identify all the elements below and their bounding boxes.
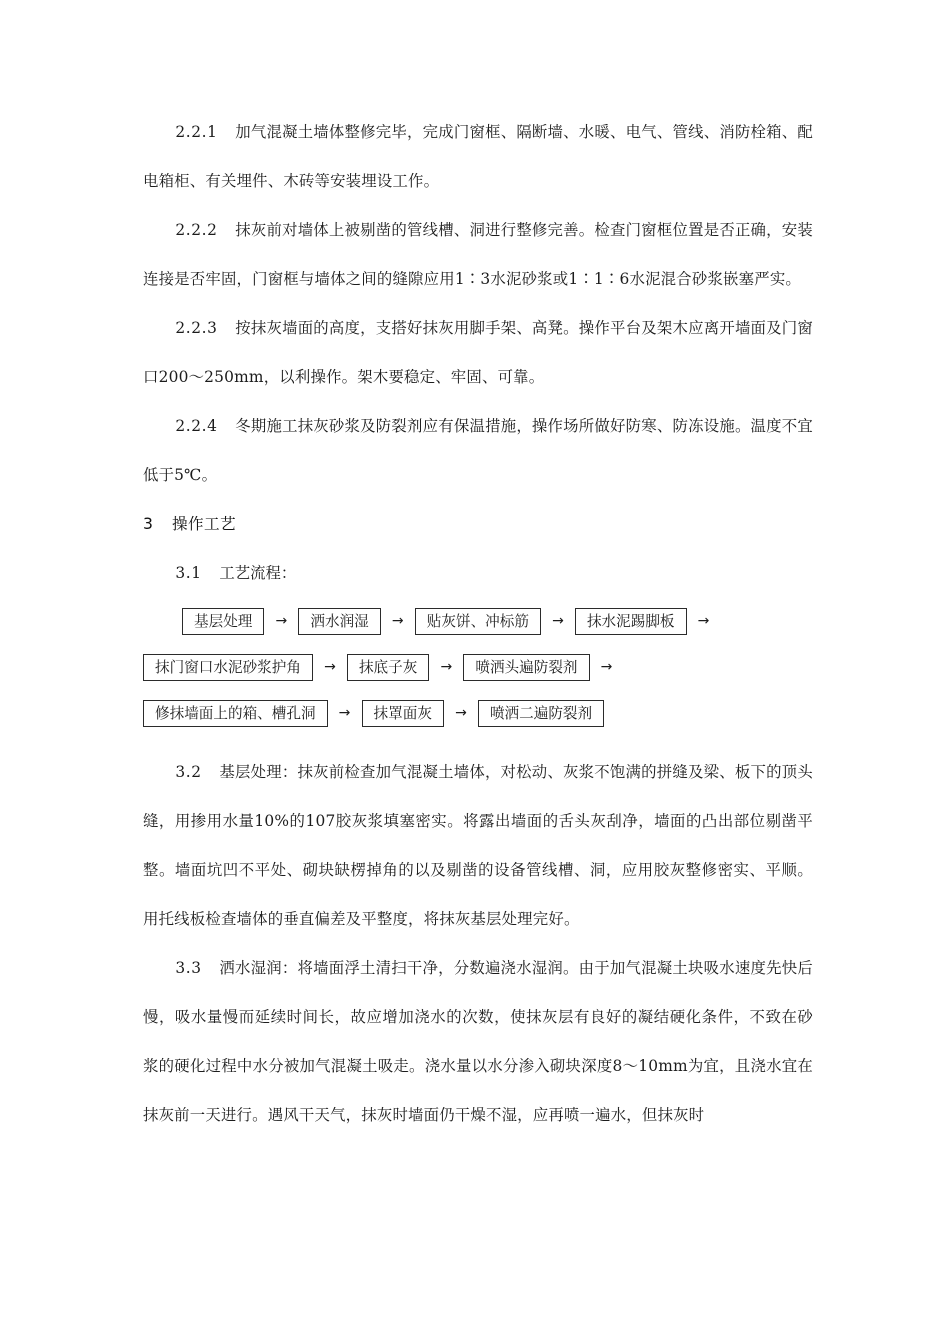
heading-number-3-1: 3.1 — [175, 564, 202, 582]
paragraph-text-2-2-1: 加气混凝土墙体整修完毕，完成门窗框、隔断墙、水暖、电气、管线、消防栓箱、配电箱柜、有关埋件、木砖等安装埋设工作。 — [143, 123, 813, 190]
paragraph-number-2-2-2: 2.2.2 — [175, 221, 218, 239]
flow-box-tiehuibing[interactable]: 贴灰饼、冲标筋 — [415, 608, 541, 635]
paragraph-number-2-2-3: 2.2.3 — [175, 319, 218, 337]
paragraph-2-2-3 — [143, 304, 813, 402]
heading-title-3: 操作工艺 — [172, 515, 237, 533]
arrow-right-icon: → — [324, 658, 336, 675]
paragraph-2-2-1 — [143, 108, 813, 206]
arrow-right-icon: → — [338, 704, 351, 721]
flowchart-row-1 — [143, 598, 813, 644]
heading-section-3-1 — [143, 549, 813, 598]
paragraph-text-2-2-2: 抹灰前对墙体上被剔凿的管线槽、洞进行整修完善。检查门窗框位置是否正确，安装连接是否牢固，门窗框与墙体之间的缝隙应用1∶3水泥砂浆或1∶1∶6水泥混合砂浆嵌塞严实。 — [143, 221, 813, 288]
flow-box-xiumoqiangmian[interactable]: 修抹墙面上的箱、槽孔洞 — [143, 700, 328, 727]
paragraph-3-3 — [143, 944, 813, 1140]
flow-box-modizihui[interactable]: 抹底子灰 — [347, 654, 429, 681]
page-content — [143, 108, 813, 1140]
flow-box-jicengchuli[interactable]: 基层处理 — [182, 608, 264, 635]
arrow-right-icon: → — [697, 612, 710, 629]
paragraph-number-2-2-4: 2.2.4 — [175, 417, 218, 435]
flow-box-pensaerbian[interactable]: 喷洒二遍防裂剂 — [478, 700, 604, 727]
flowchart-row-3 — [143, 690, 813, 736]
process-flowchart — [143, 598, 813, 736]
arrow-right-icon: → — [600, 658, 613, 675]
paragraph-text-3-3: 洒水湿润：将墙面浮土清扫干净，分数遍浇水湿润。由于加气混凝土块吸水速度先快后慢，吸水量慢而延续时间长，故应增加浇水的次数，使抹灰层有良好的凝结硬化条件，不致在砂浆的硬化过程中水分被加气混凝土吸走。浇水量以水分渗入砌块深度8～10mm为宜，且浇水宜在抹灰前一天进行。遇风干天气，抹灰时墙面仍干燥不湿，应再喷一遍水，但抹灰时 — [143, 959, 813, 1124]
paragraph-number-3-2: 3.2 — [175, 763, 202, 781]
flowchart-row-2 — [143, 644, 813, 690]
flow-box-sashuirunshi[interactable]: 洒水润湿 — [298, 608, 380, 635]
paragraph-number-3-3: 3.3 — [175, 959, 202, 977]
paragraph-text-2-2-3: 按抹灰墙面的高度，支搭好抹灰用脚手架、高凳。操作平台及架木应离开墙面及门窗口200～250mm，以利操作。架木要稳定、牢固、可靠。 — [143, 319, 813, 386]
heading-number-3: 3 — [143, 515, 154, 533]
flow-box-pensatoubian[interactable]: 喷洒头遍防裂剂 — [463, 654, 589, 681]
paragraph-2-2-2 — [143, 206, 813, 304]
arrow-right-icon: → — [552, 612, 564, 629]
flow-box-moshuinitijiaoban[interactable]: 抹水泥踢脚板 — [575, 608, 687, 635]
flow-box-mozhaomianhui[interactable]: 抹罩面灰 — [362, 700, 444, 727]
paragraph-3-2 — [143, 748, 813, 944]
paragraph-number-2-2-1: 2.2.1 — [175, 123, 218, 141]
paragraph-text-2-2-4: 冬期施工抹灰砂浆及防裂剂应有保温措施，操作场所做好防寒、防冻设施。温度不宜低于5℃。 — [143, 417, 813, 484]
heading-section-3 — [143, 500, 813, 549]
flowchart-bottom-spacer — [143, 736, 813, 748]
arrow-right-icon: → — [455, 704, 467, 721]
heading-title-3-1: 工艺流程： — [219, 564, 297, 582]
arrow-right-icon: → — [391, 612, 404, 629]
paragraph-2-2-4 — [143, 402, 813, 500]
paragraph-text-3-2: 基层处理：抹灰前检查加气混凝土墙体，对松动、灰浆不饱满的拼缝及梁、板下的顶头缝，用掺用水量10%的107胶灰浆填塞密实。将露出墙面的舌头灰刮净，墙面的凸出部位剔凿平整。墙面坑凹不平处、砌块缺楞掉角的以及剔凿的设备管线槽、洞，应用胶灰整修密实、平顺。用托线板检查墙体的垂直偏差及平整度，将抹灰基层处理完好。 — [143, 763, 813, 928]
arrow-right-icon: → — [440, 658, 453, 675]
flow-box-momenchuangkou[interactable]: 抹门窗口水泥砂浆护角 — [143, 654, 313, 681]
arrow-right-icon: → — [275, 612, 288, 629]
